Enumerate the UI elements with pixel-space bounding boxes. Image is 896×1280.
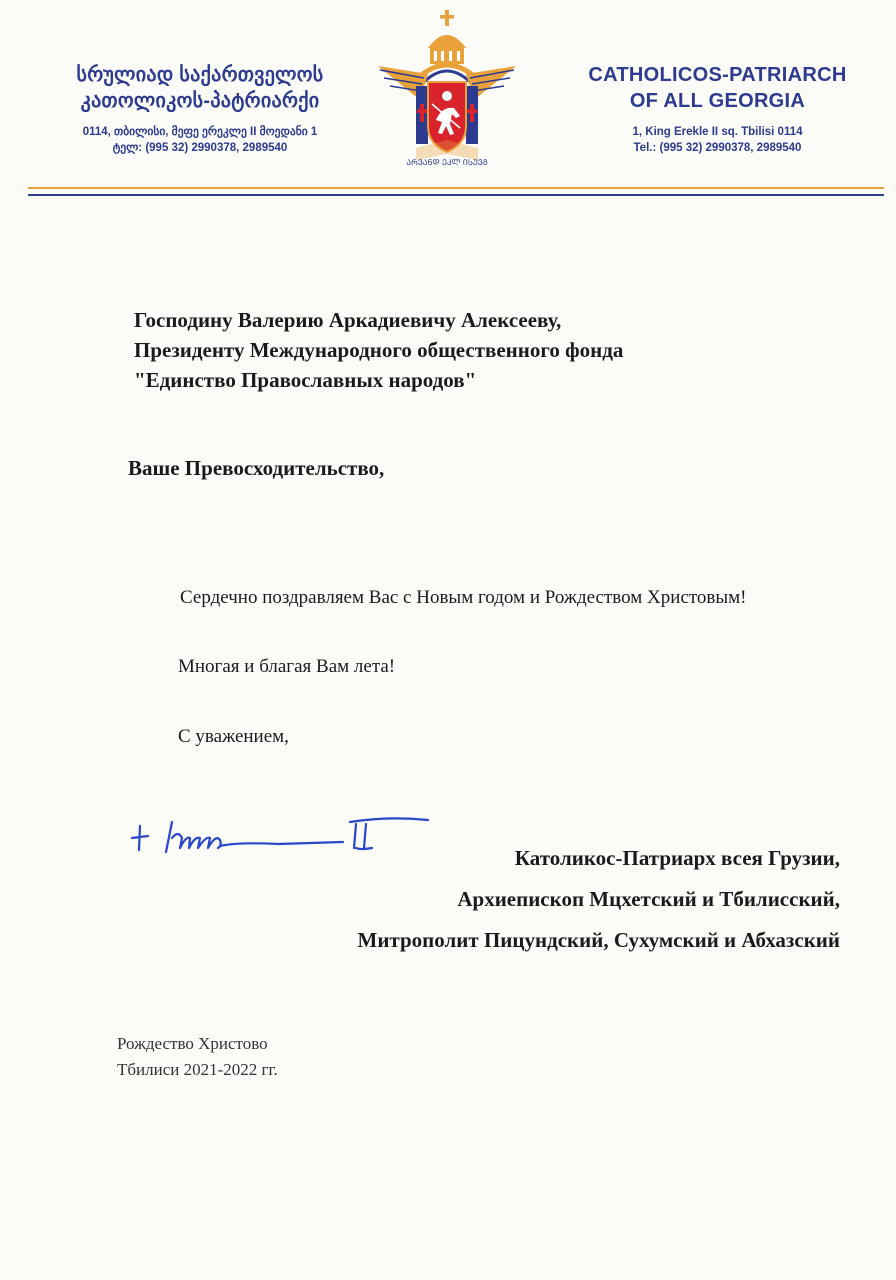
signatory-line: Архиепископ Мцхетский и Тбилисский,: [457, 887, 840, 911]
signatory-line: Митрополит Пицундский, Сухумский и Абхазский: [357, 928, 840, 952]
letterhead-title-georgian-1: სრულიად საქართველოს: [76, 64, 324, 86]
letterhead-divider-blue: [28, 194, 884, 196]
addressee-line: Господину Валерию Аркадиевичу Алексееву,: [134, 308, 562, 332]
date-line: Рождество Христово: [117, 1034, 268, 1053]
letterhead-address-english: 1, King Erekle II sq. Tbilisi 0114: [632, 126, 803, 138]
greeting-paragraph: Сердечно поздравляем Вас с Новым годом и Рождеством Христовым!: [180, 587, 747, 608]
signatory-block: [358, 838, 841, 961]
closing-phrase: С уважением,: [178, 726, 289, 747]
addressee-block: [134, 305, 623, 395]
salutation: Ваше Превосходительство,: [128, 456, 385, 480]
signatory-line: Католикос-Патриарх всея Грузии,: [514, 846, 840, 870]
patriarchate-emblem-icon: [370, 8, 524, 178]
date-place-block: [117, 1031, 278, 1083]
letterhead-title-georgian-2: კათოლიკოს-პატრიარქი: [80, 90, 320, 112]
letterhead-phone-english: Tel.: (995 32) 2990378, 2989540: [633, 142, 802, 154]
letterhead-left: [50, 62, 350, 156]
letterhead-title-english-2: OF ALL GEORGIA: [629, 90, 806, 112]
wishes-paragraph: Многая и благая Вам лета!: [178, 656, 396, 677]
addressee-line: "Единство Православных народов": [134, 368, 477, 392]
letterhead-title-english-1: CATHOLICOS-PATRIARCH: [588, 64, 847, 86]
addressee-line: Президенту Международного общественного фонда: [134, 338, 624, 362]
emblem-caption: ᲐᲠᲕᲐᲜᲓ ᲔᲙᲚ ᲘᲡᲣᲕᲒ: [406, 158, 488, 167]
letterhead-phone-georgian: ტელ: (995 32) 2990378, 2989540: [112, 142, 288, 154]
letterhead-address-georgian: 0114, თბილისი, მეფე ერეკლე II მოედანი 1: [82, 126, 318, 138]
letterhead-divider-orange: [28, 187, 884, 189]
letterhead-right: [575, 62, 860, 156]
place-date-line: Тбилиси 2021-2022 гг.: [117, 1060, 278, 1079]
